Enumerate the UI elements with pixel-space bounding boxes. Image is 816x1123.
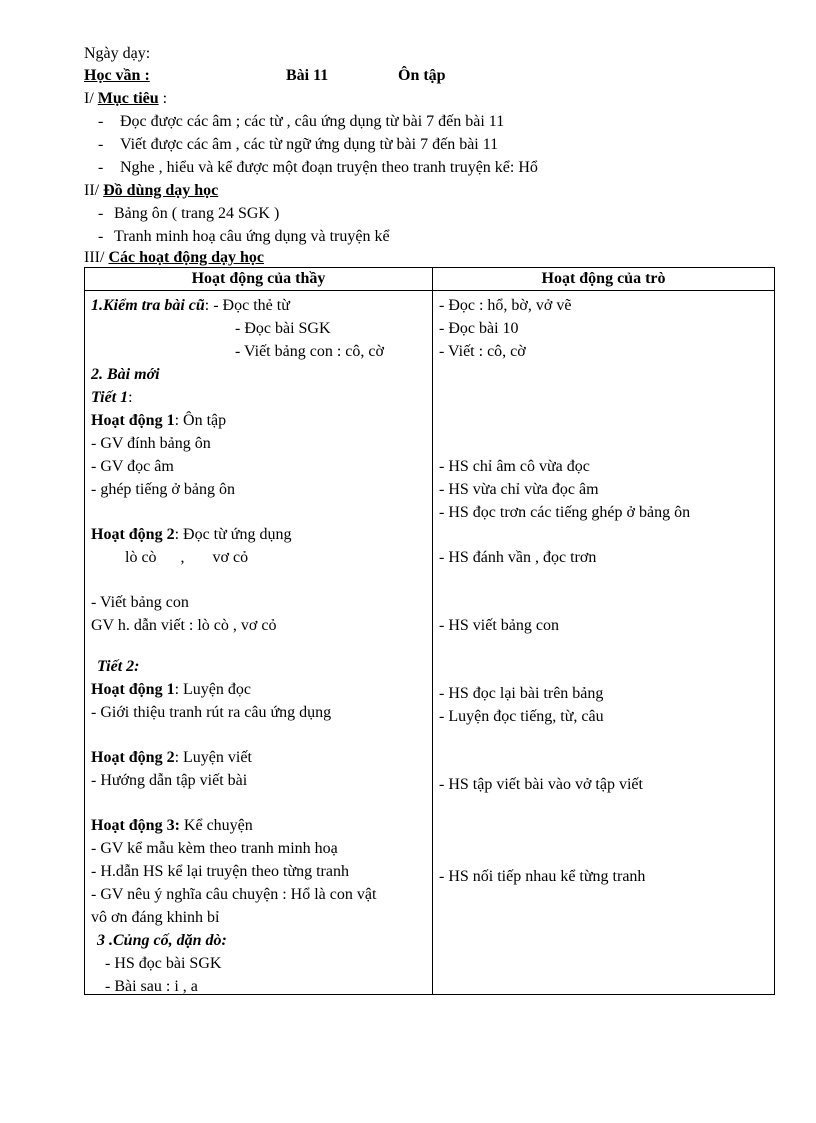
section-title: Mục tiêu (97, 90, 159, 107)
activities-table (84, 267, 775, 995)
section-materials-heading (84, 179, 218, 202)
section-title: Đồ dùng dạy học (103, 182, 219, 199)
section-prefix: II/ (84, 182, 100, 199)
lesson-number: Bài 11 (286, 67, 329, 84)
teacher-activities-cell: 1.Kiểm tra bài cũ: - Đọc thẻ từ - Đọc bài SGK - Viết bảng con : cô, cờ 2. Bài mới Tiết 1: Hoạt động 1: Ôn tập - GV đính bảng ôn - GV đọc âm - ghép tiếng ở bảng ôn Hoạt động 2: Đọc từ ứng dụng lò cò , vơ cỏ - Viết bảng con GV h. dẫn viết : lò cò , vơ cỏ Tiết 2: Hoạt động 1: Luyện đọc - Giới thiệu tranh rút ra câu ứng dụng Hoạt động 2: Luyện viết - Hướng dẫn tập viết bài Hoạt động 3: Kể chuyện - GV kể mẫu kèm theo tranh minh hoạ - H.dẫn HS kể lại truyện theo từng tranh - GV nêu ý nghĩa câu chuyện : Hổ là con vật vô ơn đáng khinh bỉ 3 .Củng cố, dặn dò: - HS đọc bài SGK - Bài sau : i , a (85, 291, 433, 995)
student-column-header: Hoạt động của trò (433, 268, 775, 291)
section-title: Các hoạt động dạy học (108, 249, 265, 266)
table-row (85, 291, 775, 995)
section-suffix: : (162, 90, 168, 107)
student-activities-cell: - Đọc : hổ, bờ, vở vẽ - Đọc bài 10 - Viết : cô, cờ - HS chỉ âm cô vừa đọc - HS vừa chỉ vừa đọc âm - HS đọc trơn các tiếng ghép ở bảng ôn - HS đánh vần , đọc trơn - HS viết bảng con - HS đọc lại bài trên bảng - Luyện đọc tiếng, từ, câu - HS tập viết bài vào vở tập viết - HS nối tiếp nhau kể từng tranh (433, 291, 775, 995)
subject-label: Học vần : (84, 67, 150, 84)
section-objectives-heading (84, 87, 167, 110)
lesson-title: Ôn tập (398, 67, 446, 84)
teacher-column-header: Hoạt động của thầy (85, 268, 433, 291)
date-label: Ngày dạy: (84, 45, 151, 62)
section-prefix: III/ (84, 249, 105, 266)
table-header-row (85, 268, 775, 291)
section-prefix: I/ (84, 90, 94, 107)
section-activities-heading (84, 246, 264, 269)
